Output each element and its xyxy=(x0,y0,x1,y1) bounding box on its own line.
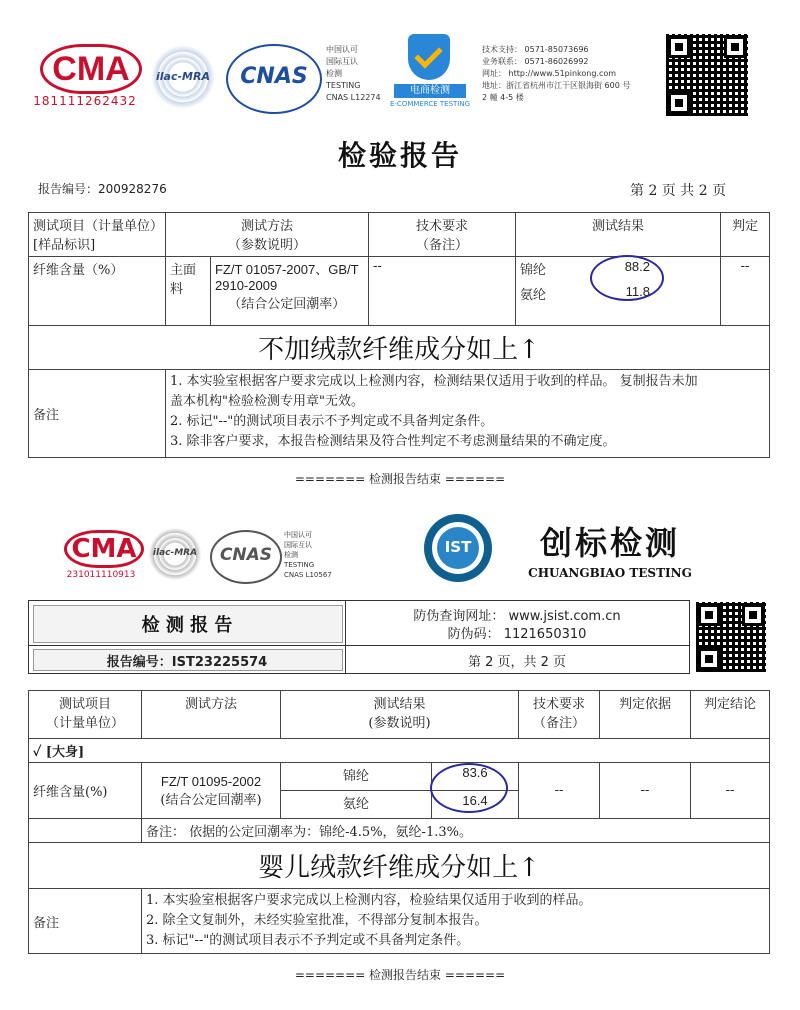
method-cell: FZ/T 01095-2002 (结合公定回潮率) xyxy=(142,763,281,819)
fiber-value: 11.8 xyxy=(625,284,650,299)
page-number: 第 2 页，共 2 页 xyxy=(467,655,567,670)
remarks: 1. 本实验室根据客户要求完成以上检测内容，检验结果仅适用于收到的样品。 2. 除全文复制外，未经实验室批准，不得部分复制本报告。 3. 标记"--"的测试项目表示不予判定或不具备判定条件。 xyxy=(142,889,770,954)
remarks-row xyxy=(29,370,770,458)
ecommerce-testing-badge: 电商检测 E-COMMERCE TESTING xyxy=(390,34,470,112)
test-item: 纤维含量(%) xyxy=(29,763,142,819)
method-cell: FZ/T 01057-2007、GB/T 2910-2009 （结合公定回潮率） xyxy=(215,262,359,311)
fiber-name: 氨纶 xyxy=(281,791,432,819)
highlight-circle xyxy=(590,255,664,301)
fiber-name: 氨纶 xyxy=(520,288,547,303)
table-header-row: 测试项目 （计量单位） 测试方法 测试结果 (参数说明) 技术要求 （备注） 判定依据 判定结论 xyxy=(29,691,770,739)
highlight-circle xyxy=(430,763,508,813)
remarks-label: 备注 xyxy=(29,370,166,458)
cma-number: 231011110913 xyxy=(66,570,136,580)
requirement: -- xyxy=(519,763,600,819)
cma-logo-text: CMA xyxy=(40,44,142,94)
requirement: -- xyxy=(369,257,516,326)
fiber-value: 16.4 xyxy=(432,791,519,819)
report-end: ======= 检测报告结束 ====== xyxy=(294,472,506,486)
page-number: 第 2 页 共 2 页 xyxy=(630,183,727,199)
ilac-mra-logo: ilac-MRA xyxy=(148,528,202,580)
banner: 婴儿绒款纤维成分如上↑ xyxy=(29,843,770,889)
verify-code: 防伪码： 1121650310 xyxy=(447,627,587,642)
report-number: 报告编号：200928276 xyxy=(38,182,167,196)
company-name-en: CHUANGBIAO TESTING xyxy=(528,566,692,580)
verdict: -- xyxy=(721,257,770,326)
cma-logo xyxy=(30,42,140,112)
cnas-text: 中国认可 国际互认 检测 TESTING CNAS L12274 xyxy=(326,45,381,102)
cnas-logo: CNAS xyxy=(210,530,282,584)
result-table xyxy=(28,212,770,458)
report-end: ======= 检测报告结束 ====== xyxy=(294,968,506,982)
cnas-logo: CNAS xyxy=(226,44,322,114)
fiber-name: 锦纶 xyxy=(281,763,432,791)
section-label: ✓ [大身] xyxy=(29,739,770,763)
remarks-row xyxy=(29,889,770,954)
note-row xyxy=(29,819,770,843)
verify-url: 防伪查询网址： www.jsist.com.cn xyxy=(413,609,621,624)
fiber-name: 锦纶 xyxy=(520,263,547,278)
basis: -- xyxy=(600,763,691,819)
section-row xyxy=(29,739,770,763)
remarks: 1. 本实验室根据客户要求完成以上检测内容，检测结果仅适用于收到的样品。 复制报告未加 盖本机构"检验检测专用章"无效。 2. 标记"--"的测试项目表示不予判定或不具备判定条件。 3. 除非客户要求，本报告检测结果及符合性判定不考虑测量结果的不确定度。 xyxy=(166,370,770,458)
remarks-label: 备注 xyxy=(29,889,142,954)
result-cell xyxy=(516,257,721,326)
note: 备注： 依据的公定回潮率为：锦纶-4.5%，氨纶-1.3%。 xyxy=(142,819,770,843)
table-row xyxy=(29,257,770,326)
conclusion: -- xyxy=(691,763,770,819)
part-cell: 主面 料 xyxy=(166,257,211,325)
cnas-text: 中国认可 国际互认 检测 TESTING CNAS L10567 xyxy=(284,531,332,579)
ilac-mra-logo: ilac-MRA xyxy=(148,44,218,110)
qr-code xyxy=(696,602,766,672)
table-row xyxy=(29,763,770,791)
banner-row xyxy=(29,326,770,370)
banner-row xyxy=(29,843,770,889)
report-title: 检 测 报 告 xyxy=(141,615,233,636)
result-table xyxy=(28,690,770,954)
fiber-value: 83.6 xyxy=(432,763,519,791)
qr-code xyxy=(666,34,748,116)
ist-logo: IST xyxy=(424,514,492,582)
company-name-cn: 创标检测 xyxy=(539,524,680,562)
shield-check-icon xyxy=(408,34,450,80)
fiber-value: 88.2 xyxy=(624,259,650,274)
cma-logo: CMA 231011110913 xyxy=(56,530,146,582)
report-header-box xyxy=(28,600,690,674)
cma-number: 181111262432 xyxy=(33,94,137,108)
table-header-row: 测试项目（计量单位） [样品标识] 测试方法 （参数说明） 技术要求 （备注） 测试结果 判定 xyxy=(29,213,770,257)
contact-info: 技术支持： 0571-85073696 业务联系： 0571-86026992 网址： http://www.51pinkong.com 地址：浙江省杭州市江干区银海街 600 号 2 幢 4-5 楼 xyxy=(482,45,631,102)
page-title: 检验报告 xyxy=(337,139,462,172)
test-item: 纤维含量（%） xyxy=(29,257,166,326)
banner: 不加绒款纤维成分如上↑ xyxy=(29,326,770,370)
report-number: 报告编号：IST23225574 xyxy=(106,655,268,670)
